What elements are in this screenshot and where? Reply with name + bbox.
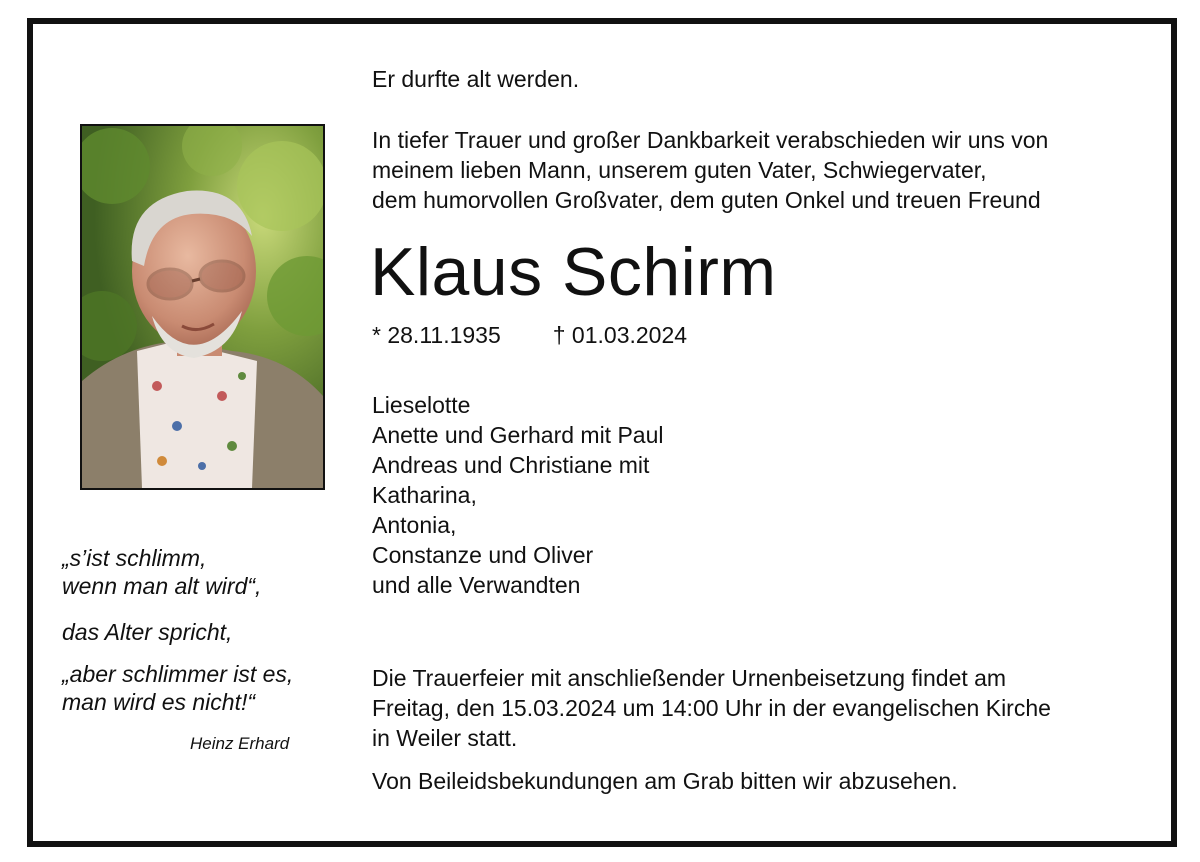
quote-line: „aber schlimmer ist es, — [62, 661, 294, 687]
intro-line: meinem lieben Mann, unserem guten Vater, Schwiegervater, — [372, 157, 987, 183]
family-line: Anette und Gerhard mit Paul — [372, 422, 664, 448]
intro-text — [372, 125, 1162, 215]
funeral-line: Freitag, den 15.03.2024 um 14:00 Uhr in der evangelischen Kirche — [372, 695, 1051, 721]
condolence-note: Von Beileidsbekundungen am Grab bitten wir abzusehen. — [372, 768, 958, 794]
birth-date: * 28.11.1935 — [372, 322, 501, 348]
family-line: Lieselotte — [372, 392, 471, 418]
family-line: Antonia, — [372, 512, 457, 538]
quote-line: wenn man alt wird“, — [62, 573, 262, 599]
family-line: und alle Verwandten — [372, 572, 581, 598]
quote-part-1 — [62, 544, 261, 600]
family-list — [372, 390, 664, 600]
funeral-info — [372, 663, 1162, 753]
life-dates — [372, 320, 687, 350]
deceased-name: Klaus Schirm — [370, 234, 777, 310]
funeral-line: Die Trauerfeier mit anschließender Urnenbeisetzung findet am — [372, 665, 1007, 691]
quote-author: Heinz Erhard — [190, 734, 290, 753]
intro-line: dem humorvollen Großvater, dem guten Onkel und treuen Freund — [372, 187, 1041, 213]
funeral-line: in Weiler statt. — [372, 725, 518, 751]
portrait-photo — [80, 124, 325, 490]
family-line: Andreas und Christiane mit — [372, 452, 650, 478]
motto: Er durfte alt werden. — [372, 66, 580, 92]
family-line: Katharina, — [372, 482, 477, 508]
quote-part-2: das Alter spricht, — [62, 619, 233, 645]
quote-part-3 — [62, 660, 293, 716]
portrait-illustration — [82, 126, 323, 488]
death-date: † 01.03.2024 — [552, 322, 688, 348]
intro-line: In tiefer Trauer und großer Dankbarkeit verabschieden wir uns von — [372, 127, 1049, 153]
quote-line: man wird es nicht!“ — [62, 689, 256, 715]
quote-line: „s’ist schlimm, — [62, 545, 207, 571]
family-line: Constanze und Oliver — [372, 542, 594, 568]
